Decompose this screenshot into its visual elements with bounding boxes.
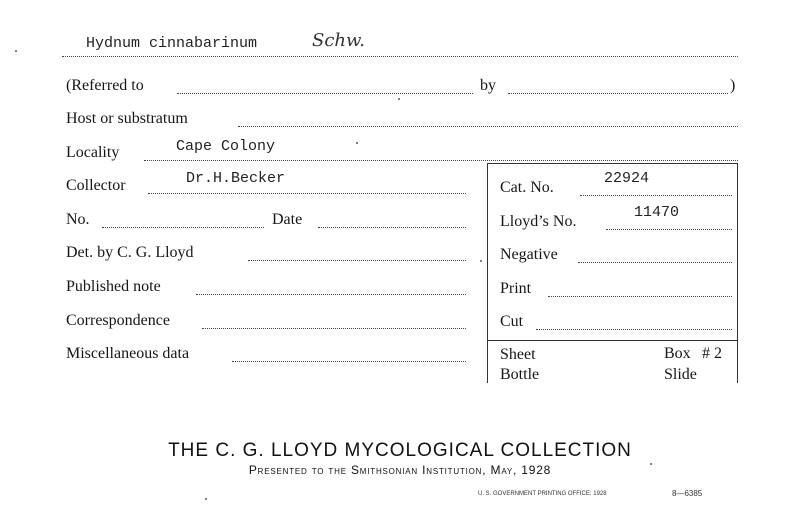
- collector-value: Dr.H.Becker: [186, 170, 286, 187]
- correspondence-label: Correspondence: [66, 312, 170, 329]
- cut-label: Cut: [500, 313, 524, 330]
- collector-line: [148, 193, 466, 194]
- print-line: [548, 296, 732, 297]
- printing-office-note: U. S. GOVERNMENT PRINTING OFFICE: 1928: [478, 491, 607, 497]
- date-line: [318, 227, 466, 228]
- no-label: No.: [66, 211, 90, 228]
- lloyds-no-label: Lloyd’s No.: [500, 213, 577, 230]
- scan-speck: [15, 50, 17, 52]
- scan-speck: [480, 260, 482, 262]
- collection-title: THE C. G. LLOYD MYCOLOGICAL COLLECTION: [168, 440, 632, 461]
- scan-speck: [650, 463, 652, 465]
- det-by-line: [248, 260, 466, 261]
- host-line: [238, 126, 738, 127]
- slide-label: Slide: [664, 366, 697, 383]
- bottle-label: Bottle: [500, 366, 540, 383]
- det-by-label: Det. by C. G. Lloyd: [66, 244, 194, 261]
- published-note-line: [196, 294, 466, 295]
- misc-data-label: Miscellaneous data: [66, 345, 190, 362]
- lloyds-no-line: [606, 229, 732, 230]
- box-value: # 2: [702, 345, 722, 362]
- locality-value: Cape Colony: [176, 138, 276, 155]
- form-number: 8—6385: [672, 489, 703, 498]
- scan-speck: [205, 498, 207, 500]
- cat-no-value: 22924: [604, 170, 650, 187]
- host-label: Host or substratum: [66, 110, 188, 127]
- date-label: Date: [272, 211, 303, 228]
- species-underline: [62, 56, 738, 57]
- right-box-divider: [487, 340, 738, 341]
- referred-to-label: (Referred to: [66, 77, 144, 94]
- sheet-label: Sheet: [500, 346, 536, 363]
- scan-speck: [356, 142, 358, 144]
- scan-speck: [398, 98, 400, 100]
- species-name: Hydnum cinnabarinum: [86, 35, 258, 52]
- no-line: [102, 227, 264, 228]
- referred-to-line: [177, 93, 473, 94]
- box-label: Box: [664, 345, 691, 362]
- species-author-handwritten: Schw.: [312, 30, 365, 51]
- negative-line: [578, 262, 732, 263]
- close-paren: ): [730, 77, 736, 94]
- cat-no-label: Cat. No.: [500, 179, 554, 196]
- by-line: [508, 93, 728, 94]
- right-box-right: [737, 163, 738, 383]
- by-label: by: [480, 77, 496, 94]
- correspondence-line: [202, 328, 466, 329]
- collection-subtitle: Presented to the Smithsonian Institution, May, 1928: [248, 463, 552, 477]
- published-note-label: Published note: [66, 278, 161, 295]
- negative-label: Negative: [500, 246, 558, 263]
- lloyds-no-value: 11470: [634, 204, 680, 221]
- right-box-top: [487, 163, 738, 164]
- cut-line: [536, 329, 732, 330]
- locality-line: [144, 160, 738, 161]
- print-label: Print: [500, 280, 532, 297]
- collector-label: Collector: [66, 177, 126, 194]
- misc-data-line: [232, 361, 466, 362]
- cat-no-line: [580, 195, 732, 196]
- locality-label: Locality: [66, 144, 120, 161]
- right-box-left: [487, 163, 488, 383]
